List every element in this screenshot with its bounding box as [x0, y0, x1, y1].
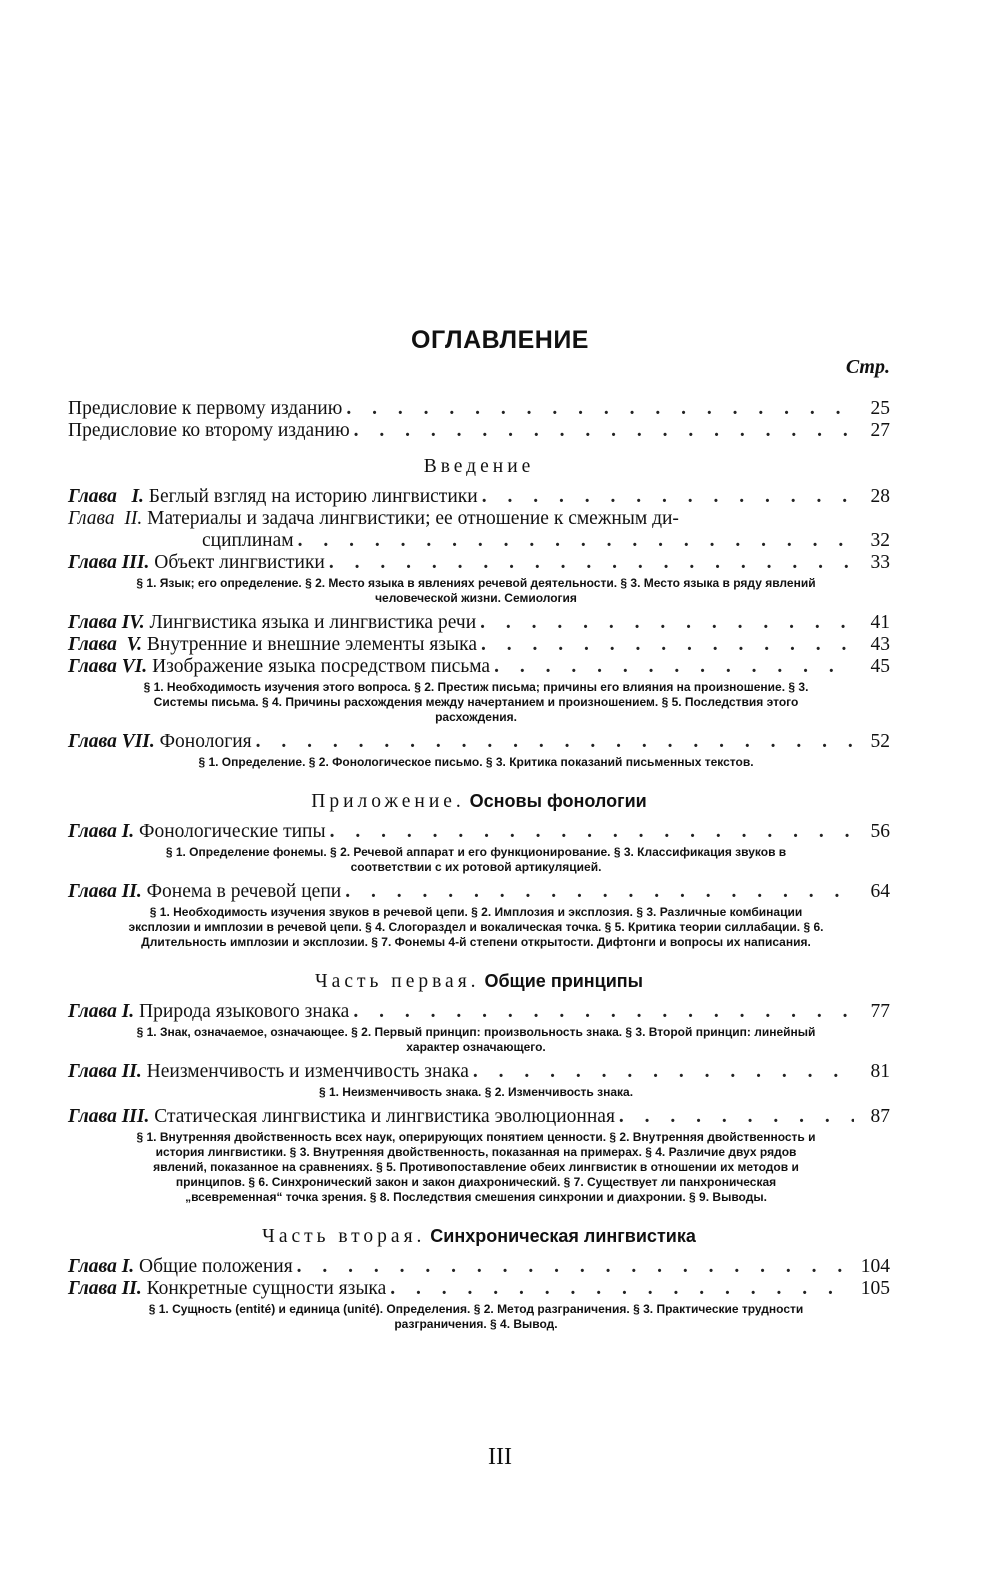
leader-dots	[330, 821, 854, 843]
leader-dots	[297, 1256, 854, 1278]
entry-page: 105	[860, 1278, 890, 1299]
entry-subsections: § 1. Знак, означаемое, означающее. § 2. Первый принцип: произвольность знака. § 3. Второй принцип: линейный характер означающего.	[136, 1025, 816, 1054]
entry-label: Глава VII. Фонология	[68, 731, 252, 752]
entry-page: 77	[870, 1001, 890, 1022]
entry-label: Предисловие ко второму изданию	[68, 420, 350, 441]
entry-label: Глава I. Фонологические типы	[68, 821, 326, 842]
leader-dots	[619, 1106, 854, 1128]
toc-entry	[68, 1001, 890, 1023]
section-heading-appendix: Приложение. Основы фонологии	[311, 791, 647, 812]
toc-entry	[68, 552, 890, 574]
section-heading-part2: Часть вторая. Синхроническая лингвистика	[262, 1226, 696, 1247]
entry-subsections: § 1. Необходимость изучения этого вопроса. § 2. Престиж письма; причины его влияния на произношение. § 3. Системы письма. § 4. Причины расхождения между начертанием и произношением. § 5. Последствия этого расхождения.	[143, 680, 809, 724]
entry-label: Глава II. Неизменчивость и изменчивость знака	[68, 1061, 469, 1082]
toc-entry	[68, 486, 890, 508]
entry-subsections: § 1. Определение. § 2. Фонологическое письмо. § 3. Критика показаний письменных текстов.	[198, 755, 754, 769]
leader-dots	[480, 612, 854, 634]
entry-label: Глава II. Конкретные сущности языка	[68, 1278, 387, 1299]
leader-dots	[298, 530, 854, 552]
entry-page: 56	[870, 821, 890, 842]
toc-entry	[68, 656, 890, 678]
entry-subsections: § 1. Язык; его определение. § 2. Место языка в явлениях речевой деятельности. § 3. Место языка в ряду явлений человеческой жизни. Семиология	[136, 576, 816, 605]
section-heading-part1: Часть первая. Общие принципы	[314, 971, 644, 992]
entry-page: 43	[870, 634, 890, 655]
toc-entry	[68, 1061, 890, 1083]
leader-dots	[329, 552, 854, 574]
entry-page: 87	[870, 1106, 890, 1127]
entry-label: Глава VI. Изображение языка посредством письма	[68, 656, 491, 677]
leader-dots	[256, 731, 854, 753]
toc-entry	[68, 612, 890, 634]
leader-dots	[345, 881, 854, 903]
table-of-contents	[68, 398, 890, 1338]
toc-entry	[68, 398, 890, 420]
entry-label: Предисловие к первому изданию	[68, 398, 343, 419]
page-number: III	[488, 1444, 512, 1470]
leader-dots	[354, 420, 854, 442]
entry-page: 64	[870, 881, 890, 902]
entry-subsections: § 1. Определение фонемы. § 2. Речевой аппарат и его функционирование. § 3. Классификация звуков в соответствии с их ротовой артикуляцией.	[165, 845, 787, 874]
entry-subsections: § 1. Сущность (entité) и единица (unité). Определения. § 2. Метод разграничения. § 3. Практические трудности разграничения. § 4. Вывод.	[148, 1302, 804, 1331]
entry-page: 33	[870, 552, 890, 573]
entry-label: Глава I. Общие положения	[68, 1256, 293, 1277]
page-column-label: Стр.	[845, 356, 890, 378]
toc-entry	[68, 420, 890, 442]
entry-label: Глава IV. Лингвистика языка и лингвистика речи	[68, 612, 477, 633]
page-title: ОГЛАВЛЕНИЕ	[411, 326, 589, 354]
leader-dots	[481, 634, 854, 656]
entry-label: Глава I. Природа языкового знака	[68, 1001, 350, 1022]
entry-subsections: § 1. Неизменчивость знака. § 2. Изменчивость знака.	[318, 1085, 634, 1099]
entry-page: 32	[870, 530, 890, 551]
entry-label: Глава I. Беглый взгляд на историю лингвистики	[68, 486, 478, 507]
leader-dots	[353, 1001, 854, 1023]
toc-entry	[68, 881, 890, 903]
entry-subsections: § 1. Внутренняя двойственность всех наук, оперирующих понятием ценности. § 2. Внутренняя двойственность и история лингвистики. § 3. Внутренняя двойственность, показанная на примерах. § 4. Различие двух рядов явлений, показанное на сравнениях. § 5. Противопоставление обеих лингвистик в отношении их методов и принципов. § 6. Синхронический закон и закон диахронический. § 7. Существует ли панхроническая „всевременная“ точка зрения. § 8. Последствия смешения синхронии и диахронии. § 9. Выводы.	[136, 1130, 816, 1204]
entry-page: 41	[870, 612, 890, 633]
toc-entry	[68, 634, 890, 656]
entry-label: Глава II. Материалы и задача лингвистики; ее отношение к смежным ди-	[68, 508, 679, 529]
toc-entry	[68, 1106, 890, 1128]
entry-page: 81	[870, 1061, 890, 1082]
leader-dots	[390, 1278, 854, 1300]
entry-page: 104	[860, 1256, 890, 1277]
entry-label: Глава III. Статическая лингвистика и лингвистика эволюционная	[68, 1106, 615, 1127]
leader-dots	[346, 398, 854, 420]
entry-page: 45	[870, 656, 890, 677]
toc-entry	[68, 1256, 890, 1278]
entry-page: 25	[870, 398, 890, 419]
toc-entry	[68, 1278, 890, 1300]
toc-entry	[68, 508, 890, 552]
entry-subsections: § 1. Необходимость изучения звуков в речевой цепи. § 2. Имплозия и эксплозия. § 3. Различные комбинации эксплозии и имплозии в речевой цепи. § 4. Слогораздел и вокалическая точка. § 5. Критика теории силлабации. § 6. Длительность имплозии и эксплозии. § 7. Фонемы 4-й степени открытости. Дифтонги и вопросы их написания.	[128, 905, 824, 949]
toc-entry	[68, 731, 890, 753]
leader-dots	[482, 486, 854, 508]
leader-dots	[494, 656, 854, 678]
entry-page: 27	[870, 420, 890, 441]
section-heading-intro: Введение	[423, 456, 535, 477]
entry-page: 28	[870, 486, 890, 507]
entry-label: Глава V. Внутренние и внешние элементы языка	[68, 634, 477, 655]
leader-dots	[473, 1061, 854, 1083]
entry-label-continued: сциплинам	[202, 530, 294, 551]
toc-entry	[68, 821, 890, 843]
entry-page: 52	[870, 731, 890, 752]
entry-label: Глава III. Объект лингвистики	[68, 552, 325, 573]
entry-label: Глава II. Фонема в речевой цепи	[68, 881, 342, 902]
